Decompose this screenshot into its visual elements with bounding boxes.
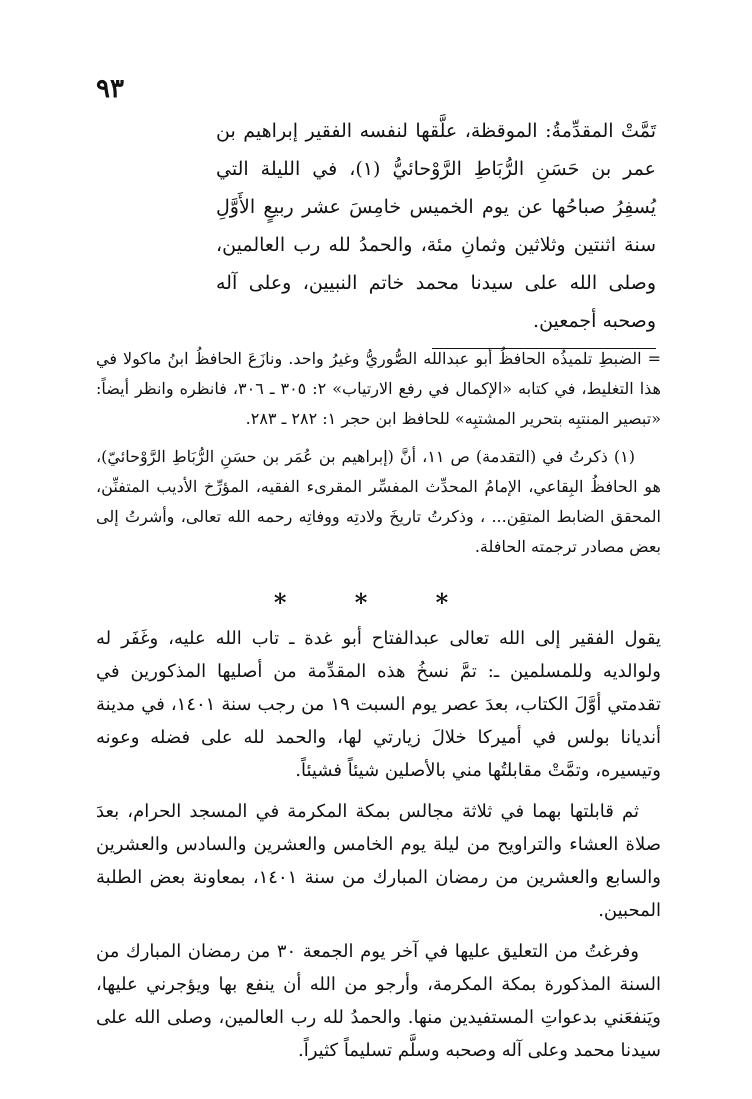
closing-note-text: تَمَّتْ المقدِّمةُ: الموقظة، علَّقها لنفسه الفقير إبراهيم بن عمر بن حَسَنِ الرُّبَاطِ الرَّوْحائيُّ (١)، في الليلة التي يُسفِرُ صباحُها عن يوم الخميس خامِسَ عشر ربيعٍ الأَوَّلِ سنة اثنتين وثلاثين وثمانِ مئة، والحمدُ لله رب العالمين، وصلى الله على سيدنا محمد خاتم النبيين، وعلى آله وصحبه أجمعين. xyxy=(216,120,656,332)
body-paragraph-2: ثم قابلتها بهما في ثلاثة مجالس بمكة المكرمة في المسجد الحرام، بعدَ صلاة العشاء والتراويح من ليلة يوم الخامس والعشرين والسادس والعشرين والسابع والعشرين من رمضان المبارك من سنة ١٤٠١، بمعاونة بعض الطلبة المحبين. xyxy=(96,801,661,921)
body-paragraph-3: وفرغتُ من التعليق عليها في آخر يوم الجمعة ٣٠ من رمضان المبارك من السنة المذكورة بمكة المكرمة، وأرجو من الله أن ينفع بها ويؤجرني عليها، ويَنفعَني بدعواتِ المستفيدين منها. والحمدُ لله رب العالمين، وصلى الله على سيدنا محمد وعلى آله وصحبه وسلَّم تسليماً كثيراً. xyxy=(96,941,661,1061)
main-body xyxy=(96,622,661,1075)
section-separator: * * * xyxy=(273,588,479,617)
closing-note xyxy=(216,112,656,340)
footnote-1: (١) ذكرتُ في (التقدمة) ص ١١، أنَّ (إبراهيم بن عُمَر بن حسَنِ الرُّبَاطِ الرَّوْحائيّ)، هو الحافظُ البِقاعي، الإمامُ المحدِّث المفسِّر المقرىء الفقيه، المؤرِّخ الأديب المتفنِّن، المحقق الضابط المتقِن... ، وذكرتُ تاريخَ ولادتِه ووفاتِه رحمه الله تعالى، وأشرتُ إلى بعض مصادر ترجمته الحافلة. xyxy=(96,447,661,556)
page-number: ٩٣ xyxy=(96,74,124,104)
body-paragraph-1: يقول الفقير إلى الله تعالى عبدالفتاح أبو غدة ـ تاب الله عليه، وغَفَر له ولوالديه وللمسلمين ـ: تمَّ نسخُ هذه المقدِّمة من أصليها المذكورين في تقدمتي أوَّلَ الكتاب، بعدَ عصر يوم السبت ١٩ من رجب سنة ١٤٠١، في مدينة أنديانا بولس في أميركا خلالَ زيارتي لها، والحمد لله على فضله وعونه وتيسيره، وتمَّتْ مقابلتُها مني بالأصلين شيئاً فشيئاً. xyxy=(96,628,661,781)
footnotes xyxy=(96,344,661,562)
footnote-continued: = الضبطِ تلميذُه الحافظُ أبو عبدالله الصُّوريُّ وغيرُ واحد. ونازَعَ الحافظُ ابنُ ماكولا في هذا التغليط، في كتابه «الإكمال في رفع الارتياب» ٢: ٣٠٥ ـ ٣٠٦، فانظره وانظر أيضاً: «تبصير المنتبِه بتحرير المشتبِه» للحافظ ابن حجر ١: ٢٨٢ ـ ٢٨٣. xyxy=(96,349,661,428)
